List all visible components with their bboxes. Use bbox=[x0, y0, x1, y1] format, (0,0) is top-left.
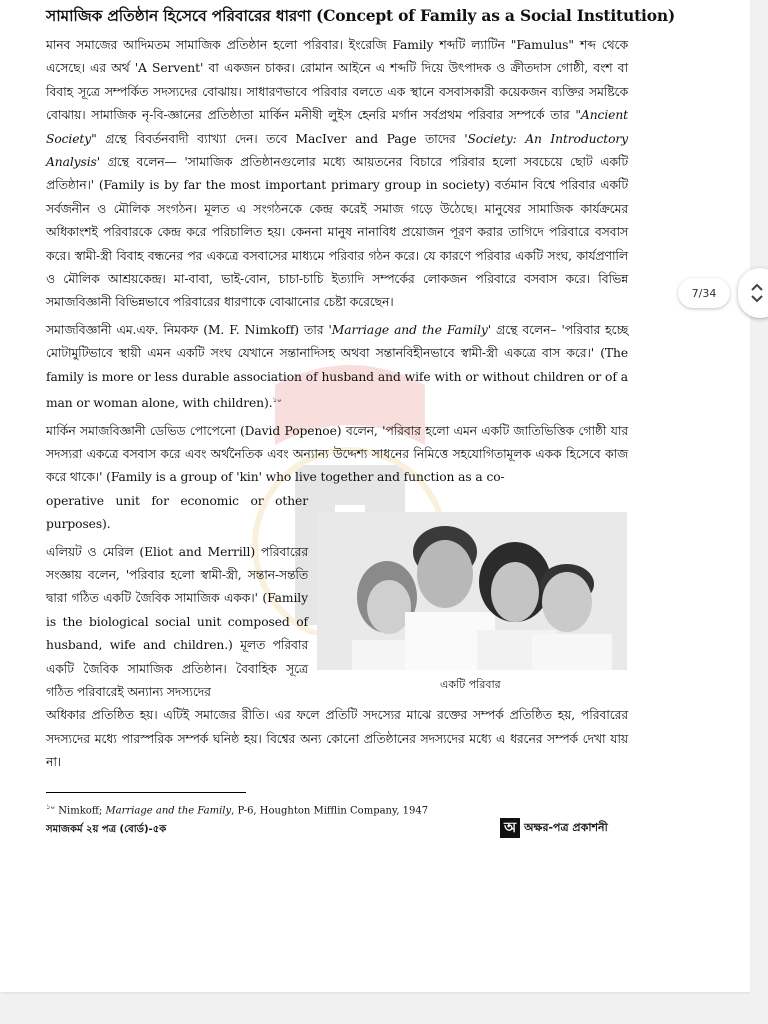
footnote: $^{১০}$ Nimkoff; Marriage and the Family, P-6, Houghton Mifflin Company, 1947 bbox=[46, 803, 429, 817]
paragraph-popenoe-end: operative unit for economic or other purposes). bbox=[46, 493, 308, 532]
publisher-logo-icon: অ bbox=[500, 818, 520, 838]
paragraph-eliot-merrill: এলিয়ট ও মেরিল (Eliot and Merrill) পরিবারের সংজ্ঞায় বলেন, 'পরিবার হলো স্বামী-স্ত্রী, সন্তান-সন্ততি দ্বারা গঠিত একটি জৈবিক সামাজিক একক।' (Family is the biological social unit composed of husband, wife and children.) মূলত পরিবার একটি জৈবিক সামাজিক প্রতিষ্ঠান। বৈবাহিক সূত্রে গঠিত পরিবারেই অন্যান্য সদস্যদের bbox=[46, 544, 308, 700]
publisher-mark bbox=[500, 818, 608, 838]
figure-caption: একটি পরিবার bbox=[440, 678, 501, 691]
paragraph-intro: মানব সমাজের আদিমতম সামাজিক প্রতিষ্ঠান হলো পরিবার। ইংরেজি Family শব্দটি ল্যাটিন "Famulus" শব্দ থেকে এসেছে। এর অর্থ 'A Servent' বা একজন চাকর। রোমান আইনে এ শব্দটি দিয়ে উৎপাদক ও ক্রীতদাস গোষ্ঠী, বংশ বা বিবাহ সূত্রে সম্পর্কিত সদস্যদের বোঝায়। সাধারণভাবে পরিবার বলতে এক স্থানে বসবাসকারী কয়েকজন ব্যক্তির সমষ্টিকে বোঝায়। সামাজিক নৃ-বি-জ্ঞানের প্রতিষ্ঠাতা মার্কিন মনীষী লুইস হেনরি মর্গান সর্বপ্রথম পরিবার সম্পর্কে তার "Ancient Society" গ্রন্থে বিবর্তনবাদী ব্যাখ্যা দেন। তবে MacIver and Page তাদের 'Society: An Introductory Analysis' গ্রন্থে বলেন— 'সামাজিক প্রতিষ্ঠানগুলোর মধ্যে আয়তনের বিচারে পরিবার হলো সবচেয়ে ছোট একটি প্রতিষ্ঠান।' (Family is by far the most important primary group in society) বর্তমান বিশ্বে পরিবার একটি সর্বজনীন ও মৌলিক সংগঠন। মূলত এ সংগঠনকে কেন্দ্র করেই সমাজ গড়ে উঠেছে। মানুষের সামাজিক কার্যক্রমের অধিকাংশই পরিবারকে কেন্দ্র করে পরিচালিত হয়। কেননা মানুষ নানাবিধ প্রয়োজন পূরণ করার তাগিদে পরিবারে বসবাস করে। স্বামী-স্ত্রী বিবাহ বন্ধনের পর একত্রে বসবাসের মাধ্যমে পরিবার গঠন করে। যে কারণে পরিবার একটি সংঘ, কার্যপ্রণালি ও মৌলিক আশ্রয়কেন্দ্র। মা-বাবা, ভাই-বোন, চাচা-চাচি ইত্যাদি সম্পর্কের লোকজন পরিবারে বসবাস করে। বিভিন্ন সমাজবিজ্ঞানী বিভিন্নভাবে পরিবারের ধারণাকে বোঝানোর চেষ্টা করেছেন। bbox=[46, 38, 629, 310]
scroll-handle[interactable] bbox=[738, 268, 768, 318]
family-photo bbox=[317, 512, 627, 670]
scroll-arrows-icon bbox=[750, 282, 764, 304]
viewer-background bbox=[750, 0, 768, 1024]
publisher-name: অক্ষর-পত্র প্রকাশনী bbox=[524, 820, 608, 834]
book-reference: সমাজকর্ম ২য় পত্র (বোর্ড)-৫ক bbox=[46, 824, 167, 835]
page-number-indicator: 7/34 bbox=[678, 278, 730, 308]
paragraph-conclusion: অধিকার প্রতিষ্ঠিত হয়। এটিই সমাজের রীতি। এর ফলে প্রতিটি সদস্যের মাঝে রক্তের সম্পর্ক প্রতিষ্ঠিত হয়, পরিবারের সদস্যদের মধ্যে পারস্পরিক সম্পর্ক ঘনিষ্ঠ হয়। বিশ্বের অন্য কোনো প্রতিষ্ঠানের সদস্যদের মধ্যে এ ধরনের সম্পর্ক দেখা যায় না। bbox=[46, 708, 628, 770]
paragraph-nimkoff: সমাজবিজ্ঞানী এম.এফ. নিমকফ (M. F. Nimkoff) তার 'Marriage and the Family' গ্রন্থে বলেন– 'পরিবার হচ্ছে মোটামুটিভাবে স্থায়ী এমন একটি সংঘ যেখানে সন্তানাদিসহ অথবা সন্তানবিহীনভাবে স্বামী-স্ত্রী একত্রে বাস করে।' (The family is more or less durable association of husband and wife with or without children or of a man or woman alone, with children).$^{১০}$ bbox=[46, 322, 629, 411]
paragraph-popenoe: মার্কিন সমাজবিজ্ঞানী ডেভিড পোপেনো (David Popenoe) বলেন, 'পরিবার হলো এমন একটি জাতিভিত্তিক গোষ্ঠী যার সদস্যরা একত্রে বসবাস করে এবং অর্থনৈতিক এবং অন্যান্য উদ্দেশ্য সাধনের নিমিত্তে সহযোগিতামূলক একক হিসেবে কাজ করে থাকে।' (Family is a group of 'kin' who live together and function as a co- bbox=[46, 423, 628, 485]
section-title: সামাজিক প্রতিষ্ঠান হিসেবে পরিবারের ধারণা (Concept of Family as a Social Institution) bbox=[46, 6, 676, 25]
footnote-divider bbox=[46, 792, 246, 793]
